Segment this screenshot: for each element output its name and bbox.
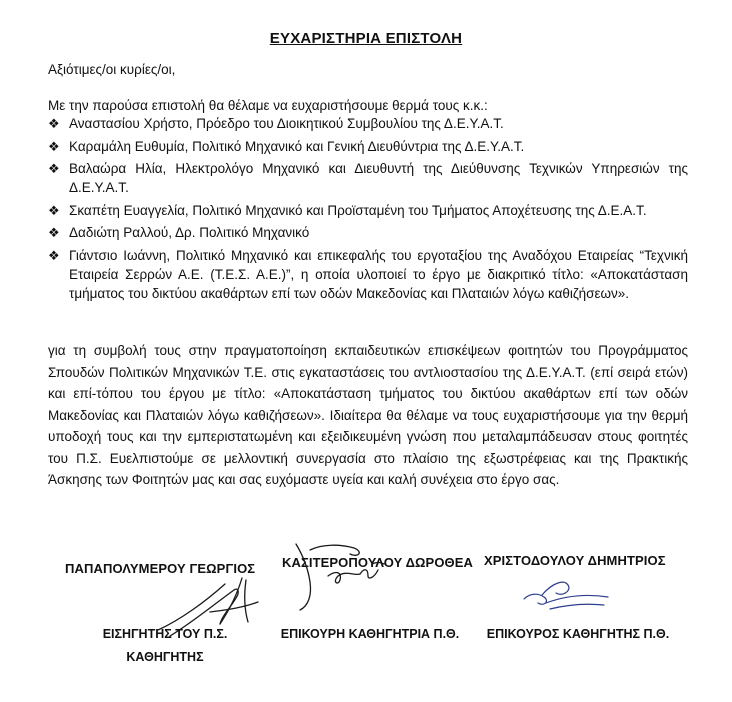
signatory-name-3: ΧΡΙΣΤΟΔΟΥΛΟΥ ΔΗΜΗΤΡΙΟΣ bbox=[484, 553, 666, 568]
list-item bbox=[48, 114, 688, 133]
recipient-text: Καραμάλη Ευθυμία, Πολιτικό Μηχανικό και Γενική Διευθύντρια της Δ.Ε.Υ.Α.Τ. bbox=[69, 138, 525, 154]
signatory-role-1b: ΚΑΘΗΓΗΤΗΣ bbox=[126, 650, 204, 664]
diamond-bullet-icon: ❖ bbox=[48, 225, 60, 240]
diamond-bullet-icon: ❖ bbox=[48, 161, 60, 176]
list-item bbox=[48, 223, 688, 242]
letter-title: ΕΥΧΑΡΙΣΤΗΡΙΑ ΕΠΙΣΤΟΛΗ bbox=[269, 30, 463, 47]
recipient-text: Σκαπέτη Ευαγγελία, Πολιτικό Μηχανικό και Προϊσταμένη του Τμήματος Αποχέτευσης της Δ.Ε.Α.Τ. bbox=[69, 202, 647, 218]
handwritten-signature-2 bbox=[282, 540, 402, 615]
handwritten-signature-3 bbox=[520, 575, 615, 615]
recipient-text: Γιάντσιο Ιωάννη, Πολιτικό Μηχανικό και επικεφαλής του εργοταξίου της Αναδόχου Εταιρείας “Τεχνική Εταιρεία Σερρών Α.Ε. (Τ.Ε.Σ. Α.Ε.)”, η οποία υλοποιεί το έργο με διακριτικό τίτλο: «Αποκατάσταση τμήματος του δικτύου ακαθάρτων επί των οδών Μακεδονίας και Πλαταιών λόγω καθιζήσεων». bbox=[69, 247, 688, 301]
diamond-bullet-icon: ❖ bbox=[48, 116, 60, 131]
recipient-text: Αναστασίου Χρήστο, Πρόεδρο του Διοικητικού Συμβουλίου της Δ.Ε.Υ.Α.Τ. bbox=[69, 116, 504, 131]
recipient-text: Δαδιώτη Ραλλού, Δρ. Πολιτικό Μηχανικό bbox=[69, 225, 310, 240]
signatory-role-2: ΕΠΙΚΟΥΡΗ ΚΑΘΗΓΗΤΡΙΑ Π.Θ. bbox=[280, 627, 460, 641]
signatory-name-1: ΠΑΠΑΠΟΛΥΜΕΡΟΥ ΓΕΩΡΓΙΟΣ bbox=[65, 561, 256, 576]
diamond-bullet-icon: ❖ bbox=[48, 138, 60, 154]
greeting: Αξιότιμες/οι κυρίες/οι, bbox=[48, 62, 176, 77]
recipients-list bbox=[48, 114, 688, 306]
diamond-bullet-icon: ❖ bbox=[48, 202, 60, 218]
body-paragraph: για τη συμβολή τους στην πραγματοποίηση εκπαιδευτικών επισκέψεων φοιτητών του Προγράμματος Σπουδών Πολιτικών Μηχανικών Τ.Ε. στις εγκαταστάσεις του αντλιοστασίου της Δ.Ε.Υ.Α.Τ. (επί σειρά ετών) και επί-τόπου του έργου με τίτλο: «Αποκατάσταση τμήματος του δικτύου ακαθάρτων επί των οδών Μακεδονίας και Πλαταιών λόγω καθιζήσεων». Ιδιαίτερα θα θέλαμε να τους ευχαριστήσουμε για την θερμή υποδοχή τους και την εμπεριστατωμένη και εξειδικευμένη γνώση που μεταλαμπάδευσαν στους φοιτητές του Π.Σ. Ευελπιστούμε σε μελλοντική συνεργασία στο πλαίσιο της εξωστρέφειας και της Πρακτικής Άσκησης των Φοιτητών μας και σας ευχόμαστε υγεία και καλή συνέχεια στο έργο σας. bbox=[48, 343, 688, 487]
list-item bbox=[48, 137, 688, 156]
diamond-bullet-icon: ❖ bbox=[48, 247, 60, 263]
signatory-role-1: ΕΙΣΗΓΗΤΗΣ ΤΟΥ Π.Σ. bbox=[102, 627, 228, 641]
recipient-text: Βαλαώρα Ηλία, Ηλεκτρολόγο Μηχανικό και Διευθυντή της Διεύθυνσης Τεχνικών Υπηρεσιών της Δ.Ε.Υ.Α.Τ. bbox=[69, 161, 688, 195]
signatory-name-2: ΚΑΣΙΤΕΡΟΠΟΥΛΟΥ ΔΩΡΟΘΕΑ bbox=[282, 555, 474, 570]
list-item bbox=[48, 201, 688, 220]
signatory-role-3: ΕΠΙΚΟΥΡΟΣ ΚΑΘΗΓΗΤΗΣ Π.Θ. bbox=[486, 627, 670, 641]
intro-line: Με την παρούσα επιστολή θα θέλαμε να ευχαριστήσουμε θερμά τους κ.κ.: bbox=[48, 98, 488, 113]
list-item bbox=[48, 246, 688, 303]
list-item bbox=[48, 159, 688, 197]
